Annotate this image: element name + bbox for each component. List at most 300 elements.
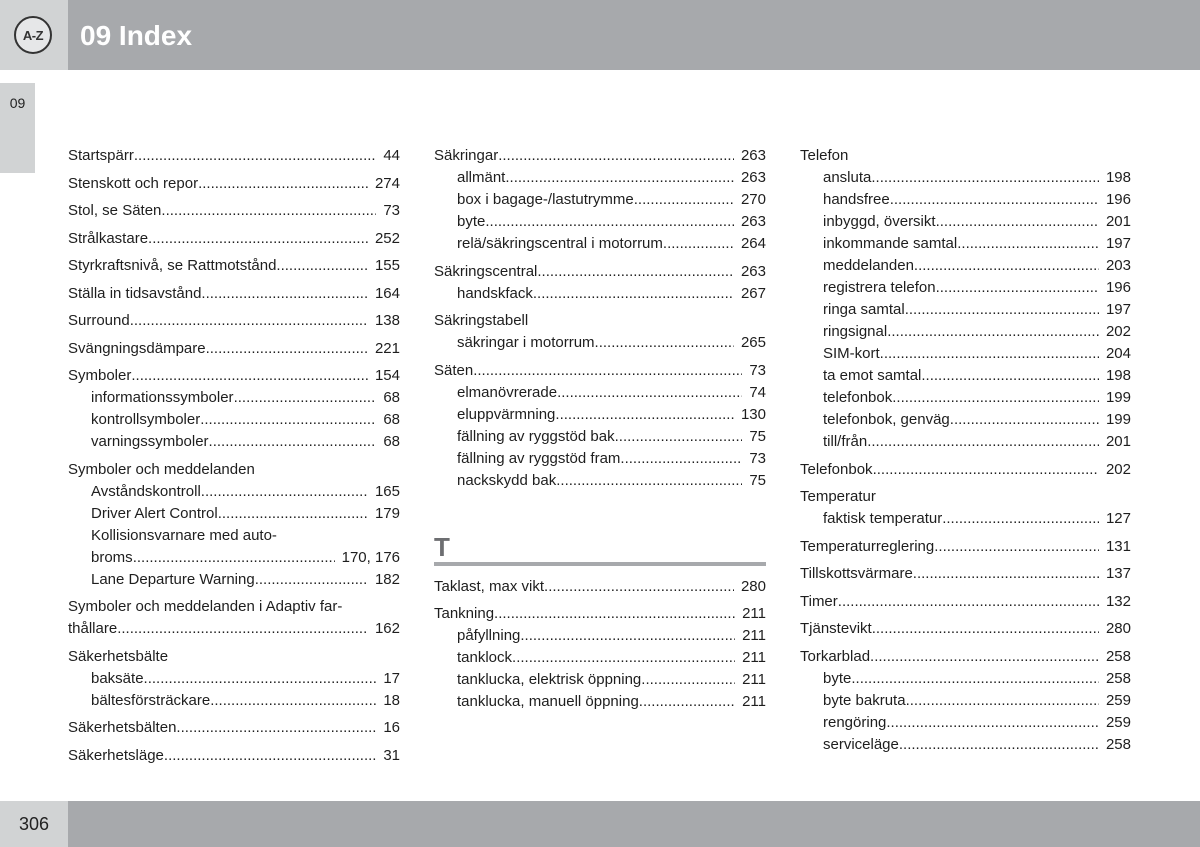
dot-leader <box>838 591 1099 613</box>
index-term-text: registrera telefon <box>823 279 936 296</box>
index-page-ref[interactable]: 258 <box>1105 735 1131 753</box>
index-term <box>68 459 400 481</box>
index-term-text: ta emot samtal <box>823 367 922 384</box>
index-subentry[interactable] <box>800 211 1131 233</box>
index-term-text: ringsignal <box>823 323 888 340</box>
index-page-ref[interactable]: 221 <box>374 339 400 357</box>
index-subentry[interactable] <box>434 167 766 189</box>
index-entry <box>68 200 400 222</box>
index-subentry[interactable] <box>434 211 766 233</box>
index-page-ref[interactable]: 201 <box>1105 433 1131 450</box>
index-term-text: Ställa in tidsavstånd <box>68 284 202 302</box>
index-page-ref[interactable]: 263 <box>740 213 766 230</box>
dot-leader <box>131 365 368 387</box>
index-entry <box>68 145 400 167</box>
index-term-text: byte <box>457 213 486 230</box>
index-page-ref[interactable]: 198 <box>1105 169 1131 186</box>
index-subentry[interactable] <box>434 470 766 492</box>
index-entry <box>68 228 400 250</box>
index-term-text: påfyllning <box>457 627 521 644</box>
dot-leader <box>887 321 1099 343</box>
index-term-text: informationssymboler <box>91 389 234 406</box>
index-term-text: box i bagage-/lastutrymme <box>457 191 634 208</box>
index-page-ref[interactable]: 44 <box>383 147 400 164</box>
dot-leader <box>505 167 734 189</box>
index-term-text: Surround <box>68 312 130 329</box>
index-subentry[interactable] <box>800 508 1131 530</box>
dot-leader <box>557 382 742 404</box>
index-term-text: faktisk temperatur <box>823 510 943 527</box>
dot-leader <box>161 200 376 222</box>
index-page-ref[interactable]: 267 <box>740 284 766 302</box>
dot-leader <box>914 255 1099 277</box>
index-term-text: bältesförsträckare <box>91 691 211 709</box>
footer-band <box>0 801 1200 847</box>
index-subentry[interactable] <box>434 382 766 404</box>
index-page-ref[interactable]: 137 <box>1105 565 1131 582</box>
index-entry <box>68 173 400 195</box>
dot-leader <box>200 409 376 431</box>
index-page-ref[interactable]: 199 <box>1105 389 1131 406</box>
index-page-ref[interactable]: 162 <box>374 620 400 637</box>
index-term-text: fällning av ryggstöd fram <box>457 449 621 467</box>
index-subentry[interactable] <box>800 321 1131 343</box>
index-page-ref[interactable]: 199 <box>1105 411 1131 428</box>
index-term-text: handsfree <box>823 191 890 208</box>
index-term-text: thållare <box>68 620 118 637</box>
index-page-ref[interactable]: 68 <box>383 433 400 450</box>
index-page-ref[interactable]: 203 <box>1105 257 1131 274</box>
dot-leader <box>905 299 1099 321</box>
index-subentry[interactable] <box>800 189 1131 211</box>
index-subentry[interactable] <box>800 712 1131 734</box>
section-letter: T <box>434 531 450 562</box>
index-entry <box>800 536 1131 558</box>
index-page-ref[interactable]: 127 <box>1105 510 1131 527</box>
index-page-ref[interactable]: 259 <box>1105 691 1131 709</box>
dot-leader <box>485 211 734 233</box>
dot-leader <box>634 189 734 211</box>
index-page-ref[interactable]: 204 <box>1105 345 1131 362</box>
index-subentry[interactable] <box>800 233 1131 255</box>
index-subentry[interactable] <box>800 277 1131 299</box>
index-term-text: meddelanden <box>823 257 914 274</box>
index-subentry[interactable] <box>434 404 766 426</box>
index-term[interactable] <box>800 459 1131 481</box>
index-entry <box>68 365 400 453</box>
index-subentry[interactable] <box>800 167 1131 189</box>
index-page-ref[interactable]: 75 <box>749 427 766 445</box>
index-subentry[interactable] <box>68 690 400 712</box>
index-term <box>800 145 1131 167</box>
index-term-text: Styrkraftsnivå, se Rattmotstånd <box>68 257 277 274</box>
index-subentry[interactable] <box>434 448 766 470</box>
index-subentry[interactable] <box>68 547 400 569</box>
dot-leader <box>210 690 376 712</box>
index-subentry[interactable] <box>434 625 766 647</box>
index-entry <box>800 145 1131 453</box>
dot-leader <box>892 387 1099 409</box>
index-term-text: Avståndskontroll <box>91 482 201 500</box>
dot-leader <box>936 211 1099 233</box>
index-subentry[interactable] <box>68 481 400 503</box>
dot-leader <box>198 173 368 195</box>
index-term[interactable] <box>800 646 1131 668</box>
index-page-ref[interactable]: 202 <box>1105 323 1131 340</box>
index-subentry[interactable] <box>800 365 1131 387</box>
chapter-icon-box <box>0 0 68 70</box>
dot-leader <box>533 283 734 305</box>
dot-leader <box>870 646 1099 668</box>
dot-leader <box>615 426 743 448</box>
index-page-ref[interactable]: 197 <box>1105 301 1131 318</box>
index-page-ref[interactable]: 202 <box>1105 460 1131 478</box>
index-subentry[interactable] <box>800 734 1131 756</box>
index-page-ref[interactable]: 74 <box>749 383 766 401</box>
index-page-ref[interactable]: 138 <box>374 312 400 329</box>
index-page-ref[interactable]: 130 <box>740 405 766 423</box>
dot-leader <box>595 332 734 354</box>
index-page-ref[interactable]: 31 <box>383 746 400 764</box>
index-term[interactable] <box>434 145 766 167</box>
index-page-ref[interactable]: 265 <box>740 334 766 351</box>
index-entry <box>434 603 766 713</box>
index-page-ref[interactable]: 280 <box>740 577 766 595</box>
dot-leader <box>555 404 734 426</box>
index-page-ref[interactable]: 280 <box>1105 620 1131 637</box>
index-page-ref[interactable]: 18 <box>383 691 400 709</box>
index-term[interactable] <box>68 145 400 167</box>
dot-leader <box>473 360 742 382</box>
index-term[interactable] <box>800 591 1131 613</box>
index-term-text: Telefonbok <box>800 460 873 478</box>
index-entry <box>434 310 766 354</box>
index-term-text: Torkarblad <box>800 647 871 665</box>
index-term-text: Symboler och meddelanden <box>68 460 255 478</box>
dot-leader <box>556 470 742 492</box>
index-term <box>800 486 1131 508</box>
dot-leader <box>144 668 377 690</box>
dot-leader <box>663 233 734 255</box>
index-page-ref[interactable]: 263 <box>740 262 766 280</box>
index-term-text: tanklucka, manuell öppning <box>457 693 639 710</box>
index-column-2 <box>434 145 766 719</box>
dot-leader <box>201 481 368 503</box>
dot-leader <box>512 647 735 669</box>
section-letter-block <box>434 531 766 566</box>
index-subentry[interactable] <box>800 431 1131 453</box>
index-term[interactable] <box>68 717 400 739</box>
index-page-ref[interactable]: 211 <box>742 627 766 644</box>
index-page-ref[interactable]: 182 <box>374 570 400 588</box>
index-entry <box>800 591 1131 613</box>
dot-leader <box>255 569 368 591</box>
index-term-text: Stenskott och repor <box>68 174 199 192</box>
index-page-ref[interactable]: 68 <box>383 411 400 428</box>
index-term-text: relä/säkringscentral i motorrum <box>457 235 663 252</box>
index-term-text: Taklast, max vikt <box>434 577 545 595</box>
index-term-text: varningssymboler <box>91 433 209 450</box>
index-page-ref[interactable]: 131 <box>1105 537 1131 555</box>
index-term-text: Svängningsdämpare <box>68 339 206 357</box>
index-entry <box>800 618 1131 640</box>
index-entry <box>800 563 1131 585</box>
index-subentry[interactable] <box>434 691 766 713</box>
index-term[interactable] <box>68 745 400 767</box>
index-term-text: Säkringstabell <box>434 312 529 329</box>
index-page-ref[interactable]: 196 <box>1105 191 1131 208</box>
index-term[interactable] <box>68 228 400 250</box>
index-page-ref[interactable]: 198 <box>1105 367 1131 384</box>
index-subentry[interactable] <box>800 409 1131 431</box>
index-entry <box>68 338 400 360</box>
index-term-text: Tankning <box>434 605 495 622</box>
index-page-ref[interactable]: 154 <box>374 367 400 384</box>
index-entry <box>800 646 1131 756</box>
index-term-text: inkommande samtal <box>823 235 958 252</box>
index-term-text: Telefon <box>800 147 849 164</box>
index-page-ref[interactable]: 165 <box>374 482 400 500</box>
index-column-3 <box>800 145 1131 761</box>
dot-leader <box>494 603 735 625</box>
index-term[interactable] <box>800 618 1131 640</box>
index-term-text: Säkringscentral <box>434 262 538 280</box>
dot-leader <box>206 338 368 360</box>
index-entry <box>68 255 400 277</box>
index-term-text: nackskydd bak <box>457 471 557 489</box>
index-term-text: säkringar i motorrum <box>457 334 595 351</box>
index-page-ref[interactable]: 196 <box>1105 279 1131 296</box>
dot-leader <box>544 576 734 598</box>
index-subentry[interactable] <box>800 255 1131 277</box>
index-page-ref[interactable]: 252 <box>374 229 400 247</box>
index-page-ref[interactable]: 211 <box>742 671 766 688</box>
index-term[interactable] <box>68 173 400 195</box>
index-term[interactable] <box>68 365 400 387</box>
index-term-text: kontrollsymboler <box>91 411 201 428</box>
index-subentry[interactable] <box>68 387 400 409</box>
index-term-text: eluppvärmning <box>457 405 556 423</box>
dot-leader <box>942 508 1099 530</box>
dot-leader <box>164 745 376 767</box>
index-page-ref[interactable]: 155 <box>374 257 400 274</box>
index-term-text: Säkringar <box>434 147 499 164</box>
page-number: 306 <box>0 801 68 847</box>
index-page-ref[interactable]: 211 <box>742 649 766 666</box>
index-page-ref[interactable]: 73 <box>383 202 400 219</box>
index-page-ref[interactable]: 270 <box>740 191 766 208</box>
dot-leader <box>520 625 735 647</box>
index-term-text: telefonbok <box>823 389 893 406</box>
dot-leader <box>872 618 1099 640</box>
dot-leader <box>950 409 1099 431</box>
index-term-text: SIM-kort <box>823 345 880 362</box>
index-page-ref[interactable]: 274 <box>374 174 400 192</box>
dot-leader <box>234 387 377 409</box>
index-term-text: telefonbok, genväg <box>823 411 950 428</box>
index-term[interactable] <box>68 310 400 332</box>
dot-leader <box>936 277 1099 299</box>
index-term-text: Symboler <box>68 367 132 384</box>
dot-leader <box>176 717 376 739</box>
index-term-text: broms <box>91 548 133 566</box>
index-term-text: fällning av ryggstöd bak <box>457 427 615 445</box>
index-term-text: ringa samtal <box>823 301 905 318</box>
index-term-text: Strålkastare <box>68 229 149 247</box>
index-subentry[interactable] <box>434 669 766 691</box>
index-entry <box>434 261 766 305</box>
index-term-text: Säkerhetsbälten <box>68 719 177 736</box>
index-term-text: Tillskottsvärmare <box>800 565 913 582</box>
index-entry <box>800 486 1131 530</box>
index-page-ref[interactable]: 258 <box>1105 647 1131 665</box>
dot-leader <box>880 343 1099 365</box>
index-term-text: Säten <box>434 361 474 379</box>
dot-leader <box>871 167 1099 189</box>
index-subentry[interactable] <box>800 668 1131 690</box>
index-subentry[interactable] <box>800 690 1131 712</box>
index-term-text: handskfack <box>457 284 533 302</box>
index-term[interactable] <box>434 576 766 598</box>
index-term-text: Symboler och meddelanden i Adaptiv far- <box>68 598 343 615</box>
index-subentry[interactable] <box>68 668 400 690</box>
index-column-1 <box>68 145 400 772</box>
index-subentry[interactable] <box>68 569 400 591</box>
dot-leader <box>639 691 735 713</box>
index-term-text: Stol, se Säten <box>68 202 162 219</box>
index-term[interactable] <box>68 283 400 305</box>
index-page-ref[interactable]: 73 <box>749 449 766 467</box>
index-subentry[interactable] <box>434 233 766 255</box>
index-entry <box>68 745 400 767</box>
index-term-text: Tjänstevikt <box>800 620 872 637</box>
index-term[interactable] <box>68 338 400 360</box>
dot-leader <box>641 669 735 691</box>
index-term <box>68 596 400 618</box>
dot-leader <box>209 431 377 453</box>
index-subentry <box>68 525 400 547</box>
dot-leader <box>867 431 1099 453</box>
index-subentry[interactable] <box>434 283 766 305</box>
index-term-text: Kollisionsvarnare med auto- <box>91 526 277 544</box>
dot-leader <box>620 448 742 470</box>
index-entry <box>68 596 400 640</box>
index-term-text: till/från <box>823 433 868 450</box>
index-term-text: inbyggd, översikt <box>823 213 936 230</box>
index-subentry[interactable] <box>68 409 400 431</box>
chapter-tab[interactable]: 09 <box>0 83 35 173</box>
index-term-text: ansluta <box>823 169 872 186</box>
index-page-ref[interactable]: 68 <box>383 389 400 406</box>
index-term[interactable] <box>434 603 766 625</box>
section-divider <box>434 562 766 566</box>
index-subentry[interactable] <box>434 189 766 211</box>
dot-leader <box>537 261 734 283</box>
index-term[interactable] <box>68 255 400 277</box>
index-term-text: Lane Departure Warning <box>91 570 255 588</box>
index-page-ref[interactable]: 197 <box>1105 235 1131 252</box>
dot-leader <box>934 536 1099 558</box>
dot-leader <box>873 459 1099 481</box>
index-page-ref[interactable]: 201 <box>1105 213 1131 230</box>
index-subentry[interactable] <box>434 647 766 669</box>
index-entry <box>68 646 400 712</box>
index-term-text: Temperaturreglering <box>800 537 935 555</box>
index-entry <box>434 576 766 598</box>
dot-leader <box>148 228 368 250</box>
index-term-text: elmanövrerade <box>457 383 558 401</box>
index-term[interactable] <box>800 536 1131 558</box>
dot-leader <box>498 145 734 167</box>
dot-leader <box>117 618 368 640</box>
index-page-ref[interactable]: 263 <box>740 147 766 164</box>
index-term[interactable] <box>434 261 766 283</box>
index-page-ref[interactable]: 259 <box>1105 713 1131 731</box>
index-entry <box>434 360 766 492</box>
index-entry <box>68 283 400 305</box>
index-entry <box>68 717 400 739</box>
index-subentry[interactable] <box>800 387 1131 409</box>
index-page-ref[interactable]: 132 <box>1105 592 1131 610</box>
index-subentry[interactable] <box>68 431 400 453</box>
index-page-ref[interactable]: 73 <box>749 361 766 379</box>
index-entry <box>800 459 1131 481</box>
index-subentry[interactable] <box>68 503 400 525</box>
index-term-text: serviceläge <box>823 735 899 753</box>
index-page-ref[interactable]: 164 <box>374 284 400 302</box>
index-term <box>68 646 400 668</box>
index-entry <box>434 145 766 255</box>
dot-leader <box>133 547 335 569</box>
dot-leader <box>276 255 368 277</box>
index-subentry[interactable] <box>434 426 766 448</box>
dot-leader <box>851 668 1099 690</box>
index-page-ref[interactable]: 17 <box>383 669 400 687</box>
dot-leader <box>134 145 376 167</box>
dot-leader <box>906 690 1099 712</box>
index-term[interactable] <box>800 563 1131 585</box>
index-page-ref[interactable]: 75 <box>749 471 766 489</box>
index-term-text: byte <box>823 669 852 687</box>
index-page-ref[interactable]: 211 <box>742 693 766 710</box>
index-page-ref[interactable]: 263 <box>740 169 766 186</box>
dot-leader <box>201 283 368 305</box>
index-term[interactable] <box>68 200 400 222</box>
index-term-text: Säkerhetsbälte <box>68 647 169 665</box>
index-page-ref[interactable]: 264 <box>740 235 766 252</box>
index-page-ref[interactable]: 16 <box>383 719 400 736</box>
index-term-text: tanklock <box>457 649 513 666</box>
index-subentry[interactable] <box>800 299 1131 321</box>
index-page-ref[interactable]: 211 <box>742 605 766 622</box>
a-z-index-icon: A-Z <box>14 16 52 54</box>
index-subentry[interactable] <box>434 332 766 354</box>
index-page-ref[interactable]: 170, 176 <box>341 548 400 566</box>
dot-leader <box>130 310 368 332</box>
index-term[interactable] <box>68 618 400 640</box>
dot-leader <box>886 712 1099 734</box>
index-term-text: Säkerhetsläge <box>68 746 164 764</box>
index-term[interactable] <box>434 360 766 382</box>
index-page-ref[interactable]: 258 <box>1105 669 1131 687</box>
index-page-ref[interactable]: 179 <box>374 504 400 522</box>
index-term-text: baksäte <box>91 669 144 687</box>
dot-leader <box>921 365 1099 387</box>
dot-leader <box>913 563 1099 585</box>
index-term-text: allmänt <box>457 169 506 186</box>
index-term-text: tanklucka, elektrisk öppning <box>457 671 642 688</box>
index-subentry[interactable] <box>800 343 1131 365</box>
